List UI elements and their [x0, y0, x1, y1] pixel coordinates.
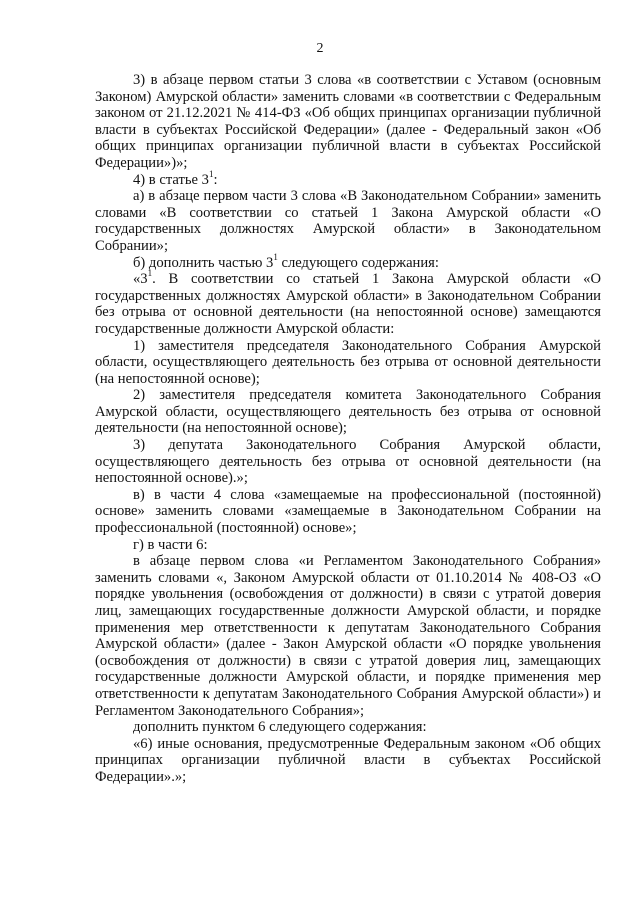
superscript-index: 1 — [147, 268, 153, 279]
paragraph-text: «3 — [133, 271, 148, 288]
paragraph-list-item-1: 1) заместителя председателя Законодательного Собрания Амурской области, осуществляющего деятельность без отрыва от основной деятельности (на непостоянной основе); — [95, 337, 601, 387]
paragraph-list-item-2: 2) заместителя председателя комитета Законодательного Собрания Амурской области, осуществляющего деятельность без отрыва от основной деятельности (на непостоянной основе); — [95, 387, 601, 437]
paragraph-item-6-text: «6) иные основания, предусмотренные Федеральным законом «Об общих принципах организации публичной власти в субъектах Российской Федерации».»; — [95, 735, 601, 785]
document-body — [95, 72, 601, 786]
superscript-index: 1 — [208, 168, 214, 179]
paragraph-text: 4) в статье 3 — [133, 171, 209, 188]
superscript-index: 1 — [273, 251, 278, 262]
paragraph-item-3: 3) в абзаце первом статьи 3 слова «в соответствии с Уставом (основным Законом) Амурской области» заменить словами «в соответствии с Федеральным законом от 21.12.2021 № 414-ФЗ «Об общих принципах организации публичной власти в субъектах Российской Федерации» (далее - Федеральный закон «Об общих принципах организации публичной власти в субъектах Российской Федерации»)»; — [95, 72, 601, 171]
paragraph-subitem-a: а) в абзаце первом части 3 слова «В Законодательном Собрании» заменить словами «В соответствии со статьей 1 Закона Амурской области «О государственных должностях Амурской области» в Законодательном Собрании»; — [95, 188, 601, 254]
paragraph-text: следующего содержания: — [277, 254, 439, 271]
paragraph-add-item-6: дополнить пунктом 6 следующего содержания: — [133, 719, 427, 736]
paragraph-part-3-1 — [95, 268, 601, 337]
paragraph-subitem-g: г) в части 6: — [133, 536, 208, 553]
paragraph-text: . В соответствии со статьей 1 Закона Амурской области «О государственных должностях Амурской области» в Законодательном Собрании без отрыва от основной деятельности (на непостоянной основе) замещаются государственные должности Амурской области: — [95, 271, 601, 337]
page-number: 2 — [316, 41, 324, 56]
paragraph-item-4 — [95, 168, 601, 189]
paragraph-text: б) дополнить частью 3 — [133, 254, 274, 271]
paragraph-subitem-b — [95, 251, 601, 272]
paragraph-subitem-v: в) в части 4 слова «замещаемые на профессиональной (постоянной) основе» заменить словами «замещаемые в Законодательном Собрании на профессиональной (постоянной) основе»; — [95, 486, 601, 537]
paragraph-first-abzac: в абзаце первом слова «и Регламентом Законодательного Собрания» заменить словами «, Законом Амурской области от 01.10.2014 № 408-ОЗ «О порядке увольнения (освобождения от должности) в связи с утратой доверия лиц, замещающих государственные должности Амурской области, и порядке применения мер ответственности к депутатам Законодательного Собрания Амурской области» (далее - Закон Амурской области «О порядке увольнения (освобождения от должности) в связи с утратой доверия лиц, замещающих государственные должности Амурской области, и порядке применения мер ответственности к депутатам Законодательного Собрания Амурской области») и Регламентом Законодательного Собрания»; — [95, 553, 601, 719]
paragraph-list-item-3: 3) депутата Законодательного Собрания Амурской области, осуществляющего деятельность без отрыва от основной деятельности (на непостоянной основе).»; — [95, 437, 601, 487]
paragraph-text: : — [213, 171, 218, 188]
